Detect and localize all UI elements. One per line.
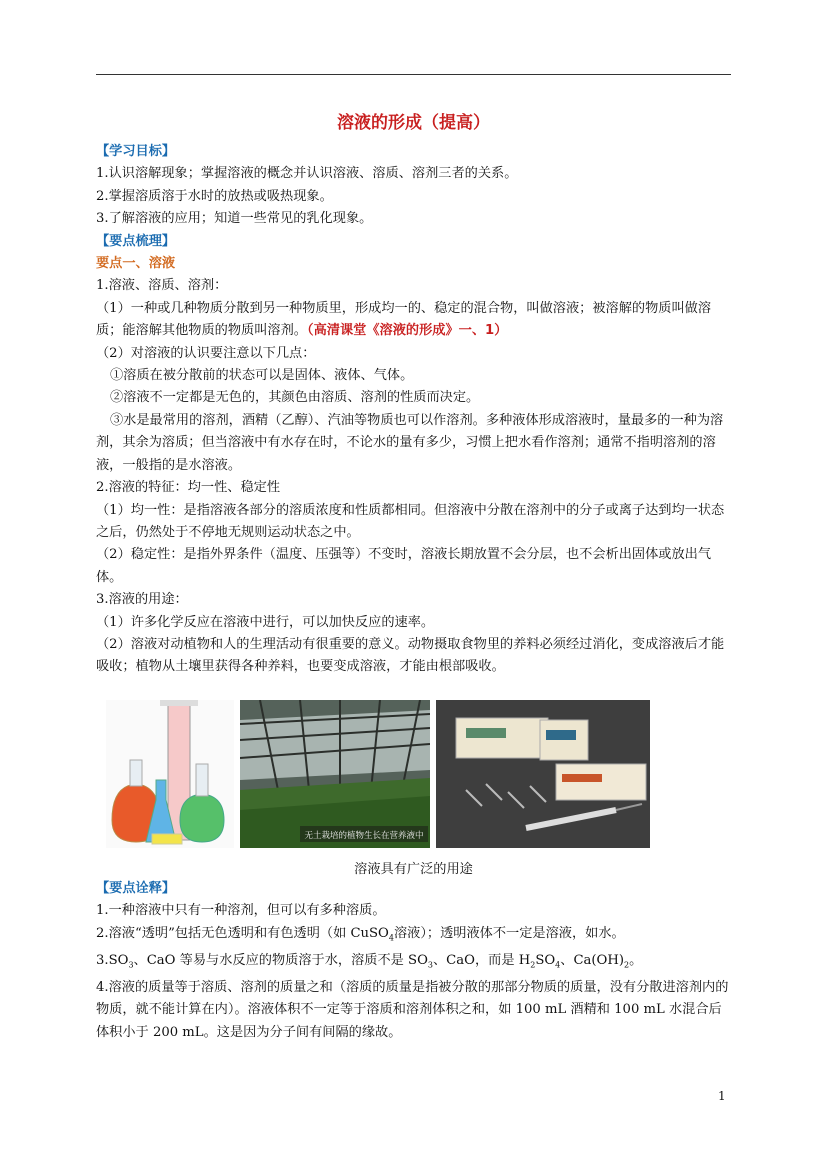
note-2-a: 2.溶液“透明”包括无色透明和有色透明（如 CuSO bbox=[96, 925, 389, 941]
greenhouse-image bbox=[240, 700, 430, 848]
p2-title: 2.溶液的特征：均一性、稳定性 bbox=[96, 480, 281, 496]
page-title: 溶液的形成（提高） bbox=[337, 113, 490, 133]
note-3-a: 3.SO bbox=[96, 952, 129, 968]
p1-note-c: ③水是最常用的溶剂，酒精（乙醇）、汽油等物质也可以作溶剂。多种液体形成溶液时，量最多的一种为溶剂，其余为溶质；但当溶液中有水存在时，不论水的量有多少，习惯上把水看作溶剂；通常不指明溶剂的溶液，一般指的是水溶液。 bbox=[96, 412, 724, 473]
note-3 bbox=[96, 950, 732, 977]
goals-header: 【学习目标】 bbox=[96, 144, 176, 159]
p1-def: （1）一种或几种物质分散到另一种物质里，形成均一的、稳定的混合物，叫做溶液；被溶解的物质叫做溶质；能溶解其他物质的物质叫溶剂。 bbox=[96, 300, 712, 339]
note-2-sub: 4 bbox=[388, 933, 394, 943]
notes-section bbox=[96, 878, 732, 1044]
goal-2: 2.掌握溶质溶于水时的放热或吸热现象。 bbox=[96, 188, 333, 204]
p2-a: （1）均一性：是指溶液各部分的溶质浓度和性质都相同。但溶液中分散在溶剂中的分子或离子达到均一状态之后，仍然处于不停地无规则运动状态之中。 bbox=[96, 502, 725, 540]
note-2-b: 溶液）；透明液体不一定是溶液，如水。 bbox=[393, 925, 625, 941]
note-3-s2: 3 bbox=[427, 960, 433, 970]
note-3-s3: 2 bbox=[530, 960, 536, 970]
note-3-s5: 2 bbox=[624, 960, 630, 970]
note-3-s4: 4 bbox=[555, 960, 561, 970]
p1-note-title: （2）对溶液的认识要注意以下几点： bbox=[96, 345, 316, 361]
note-3-e: 、Ca(OH) bbox=[560, 952, 625, 968]
page-number: 1 bbox=[718, 1089, 726, 1103]
notes-header: 【要点诠释】 bbox=[96, 881, 176, 896]
greenhouse-illustration bbox=[240, 700, 430, 848]
header-rule bbox=[96, 74, 731, 75]
goal-3: 3.了解溶液的应用；知道一些常见的乳化现象。 bbox=[96, 211, 373, 227]
greenhouse-overlay-text: 无土栽培的植物生长在营养液中 bbox=[304, 831, 424, 841]
medicine-illustration bbox=[436, 700, 650, 848]
note-3-d: SO bbox=[535, 952, 556, 968]
p2-b: （2）稳定性：是指外界条件（温度、压强等）不变时，溶液长期放置不会分层，也不会析出固体或放出气体。 bbox=[96, 547, 712, 585]
note-3-b: 、CaO 等易与水反应的物质溶于水，溶质不是 SO bbox=[133, 952, 428, 968]
p1-def-paragraph bbox=[96, 298, 732, 343]
figure-caption: 溶液具有广泛的用途 bbox=[354, 862, 473, 877]
point1-header: 要点一、溶液 bbox=[96, 256, 176, 272]
note-2 bbox=[96, 923, 732, 950]
p1-note-b: ②溶液不一定都是无色的，其颜色由溶质、溶剂的性质而决定。 bbox=[110, 390, 480, 406]
note-4: 4.溶液的质量等于溶质、溶剂的质量之和（溶质的质量是指被分散的那部分物质的质量，没有分散进溶剂内的物质，就不能计算在内）。溶液体积不一定等于溶质和溶剂体积之和，如 100 mL 酒精和 100 mL 水混合后体积小于 200 mL。这是因为分子间有间隔的缘故。 bbox=[96, 979, 729, 1040]
note-3-f: 。 bbox=[629, 952, 643, 968]
goal-1: 1.认识溶解现象；掌握溶液的概念并认识溶液、溶质、溶剂三者的关系。 bbox=[96, 166, 518, 182]
body-text bbox=[96, 141, 732, 679]
p1-ref-link: （高清课堂《溶液的形成》一、1） bbox=[307, 323, 508, 339]
p3-title: 3.溶液的用途： bbox=[96, 592, 188, 608]
medicine-image bbox=[436, 700, 650, 848]
points-header: 【要点梳理】 bbox=[96, 233, 176, 249]
note-3-s1: 3 bbox=[128, 960, 134, 970]
note-1: 1.一种溶液中只有一种溶剂，但可以有多种溶质。 bbox=[96, 903, 386, 919]
p1-title: 1.溶液、溶质、溶剂： bbox=[96, 278, 228, 294]
glassware-illustration bbox=[106, 700, 234, 848]
glassware-image bbox=[106, 700, 234, 848]
p3-b: （2）溶液对动植物和人的生理活动有很重要的意义。动物摄取食物里的养料必须经过消化，变成溶液后才能吸收；植物从土壤里获得各种养料，也要变成溶液，才能由根部吸收。 bbox=[96, 636, 725, 675]
note-3-c: 、CaO，而是 H bbox=[433, 952, 531, 968]
p3-a: （1）许多化学反应在溶液中进行，可以加快反应的速率。 bbox=[96, 614, 435, 630]
p1-note-a: ①溶质在被分散前的状态可以是固体、液体、气体。 bbox=[110, 368, 414, 384]
